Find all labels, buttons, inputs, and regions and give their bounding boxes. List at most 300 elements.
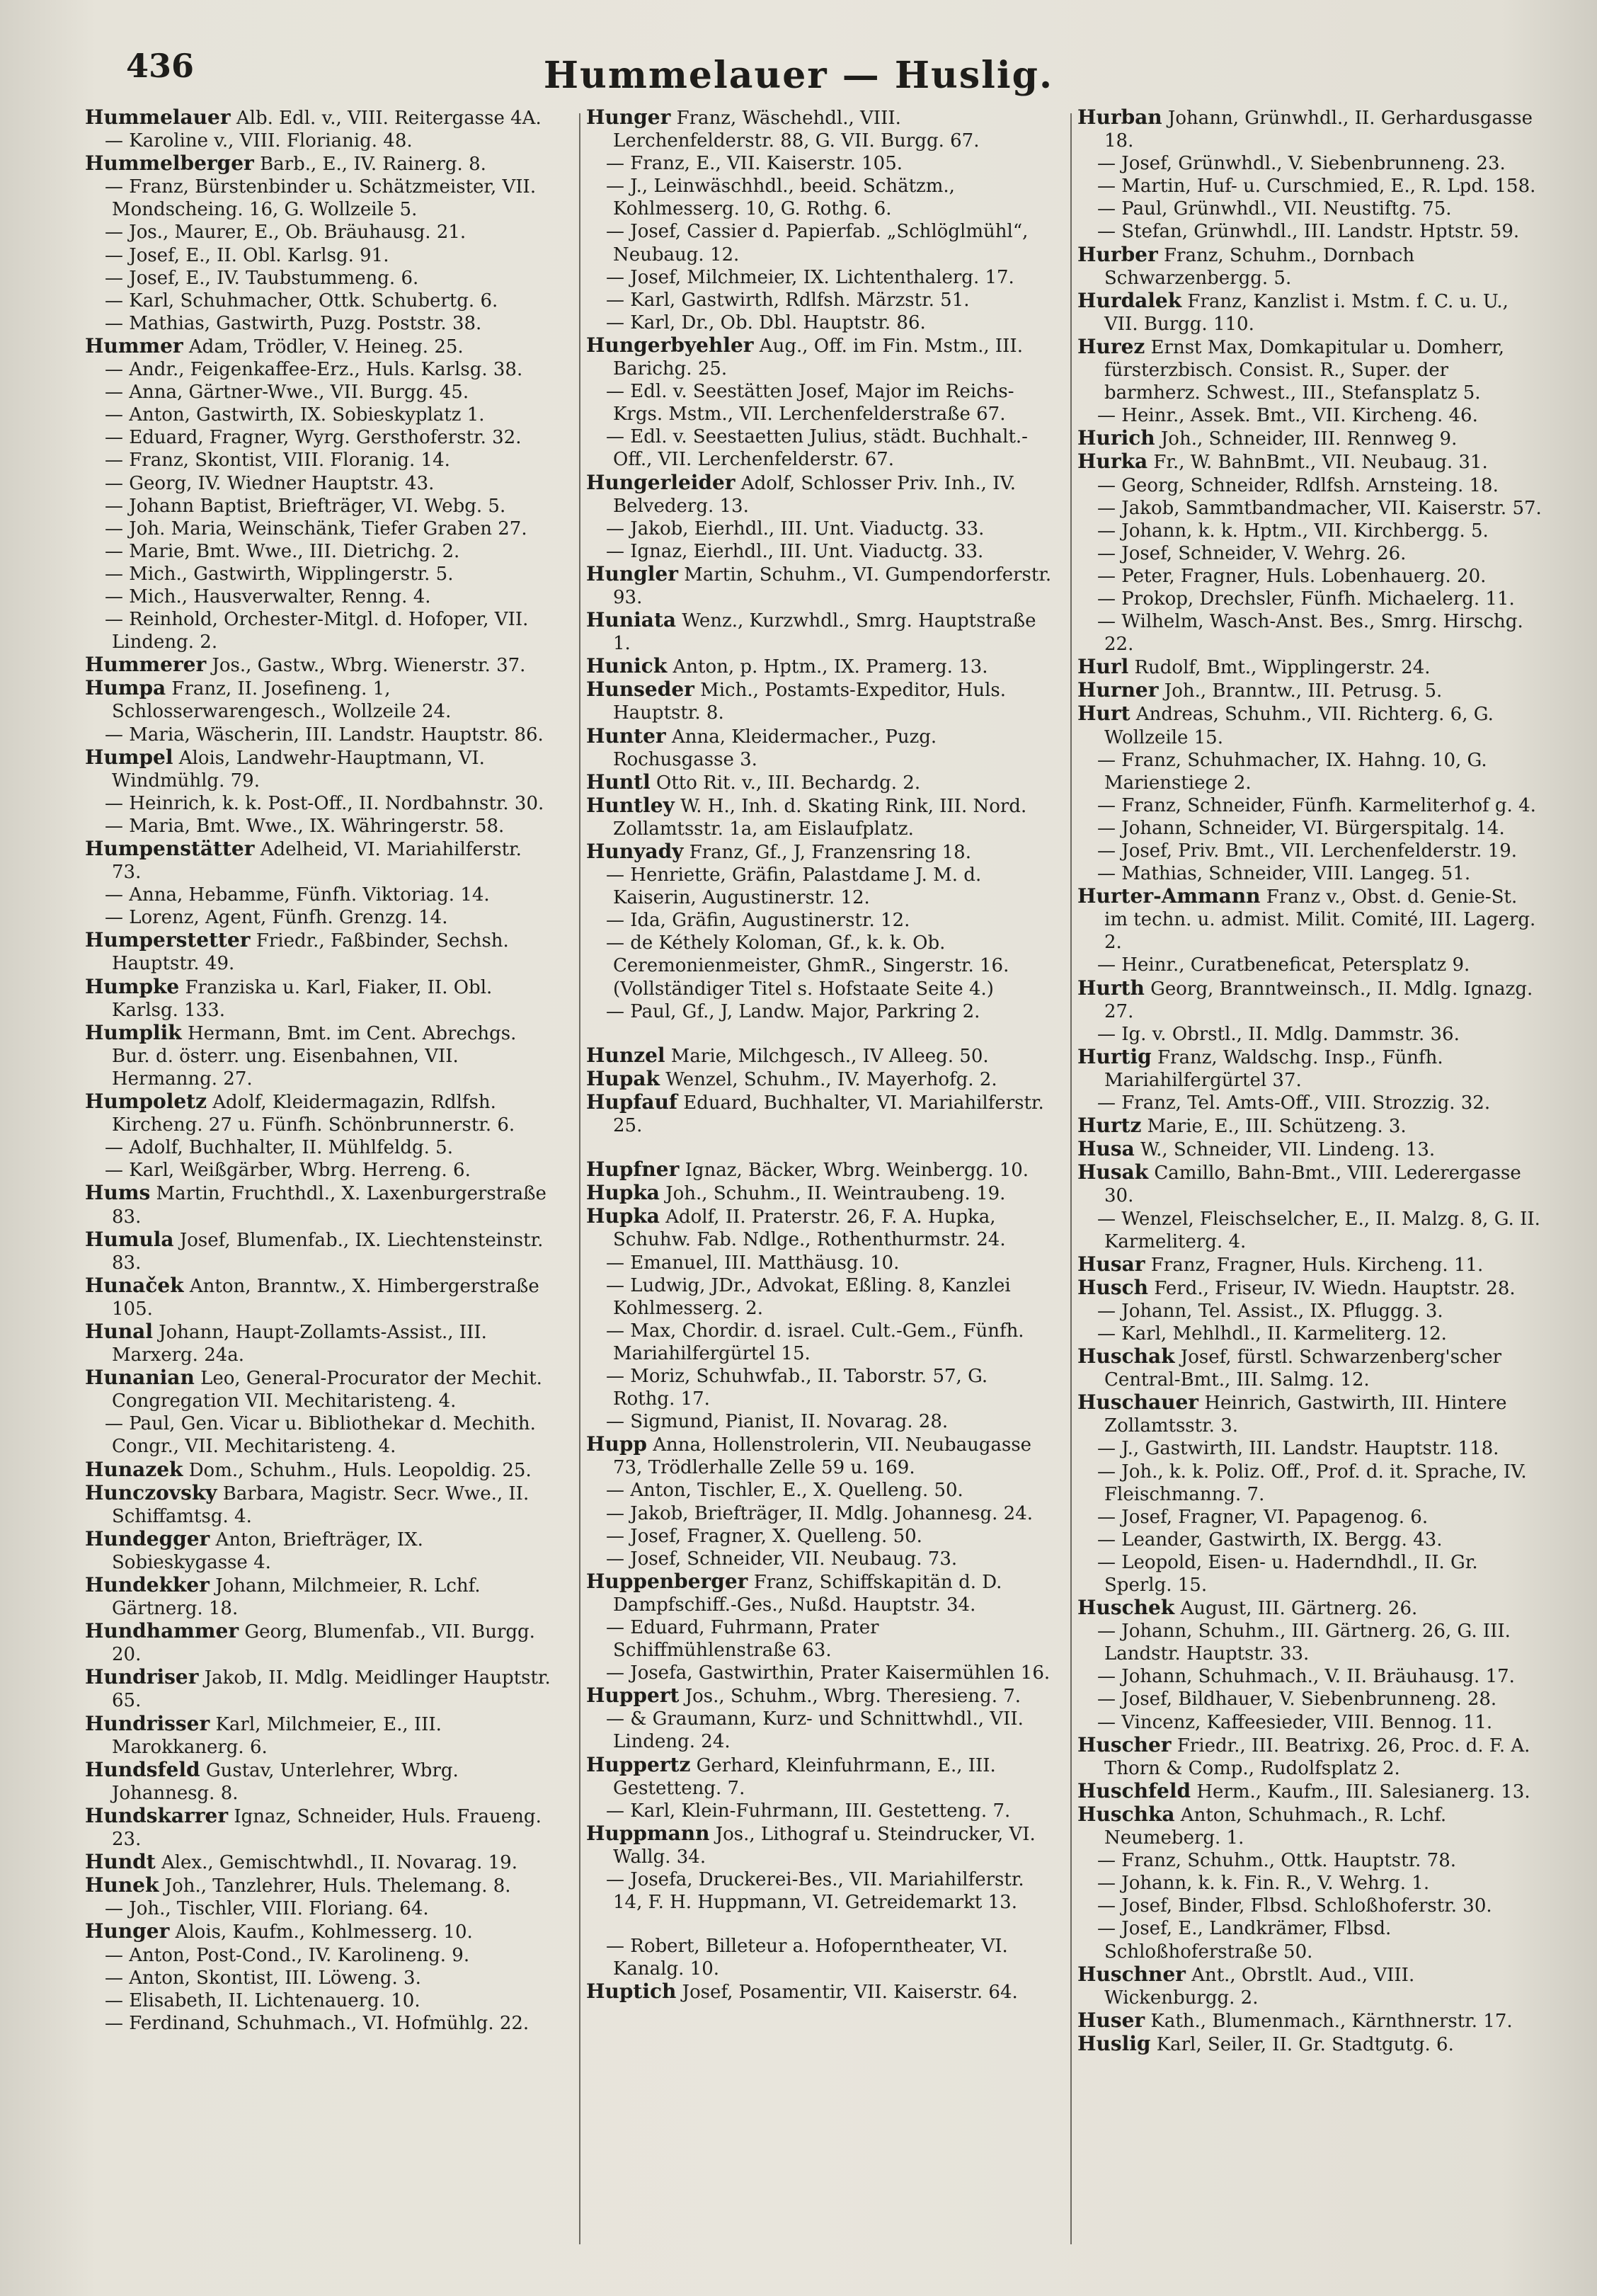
directory-entry [1077, 1506, 1545, 1529]
entry-text: — Josef, Milchmeier, IX. Lichtenthalerg. 17. [606, 266, 1014, 288]
directory-entry [85, 244, 552, 267]
directory-entry [85, 1320, 552, 1366]
entry-text: Dom., Schuhm., Huls. Leopoldig. 25. [183, 1459, 532, 1481]
entry-text: Karl, Milchmeier, E., III. Marokkanerg. 6. [112, 1713, 442, 1758]
directory-entry [85, 586, 552, 608]
entry-text: Alb. Edl. v., VIII. Reitergasse 4A. [230, 108, 542, 129]
directory-entry [1077, 2033, 1545, 2056]
directory-entry [1077, 1461, 1545, 1506]
entry-text: Rudolf, Bmt., Wipplingerstr. 24. [1128, 657, 1431, 679]
entry-text: — Sigmund, Pianist, II. Novarag. 28. [606, 1411, 949, 1433]
entry-surname: Huschauer [1077, 1391, 1199, 1415]
directory-entry [85, 724, 552, 746]
column-divider [579, 113, 580, 2244]
entry-surname: Hupka [586, 1182, 660, 1205]
directory-entry [1077, 1872, 1545, 1895]
directory-entry [586, 1044, 1053, 1068]
directory-entry [1077, 817, 1545, 840]
entry-text: — Johann, Schuhm., III. Gärtnerg. 26, G. III. Landstr. Hauptstr. 33. [1097, 1621, 1511, 1665]
entry-text: Johann, Grünwhdl., II. Gerhardusgasse 18. [1104, 108, 1533, 152]
directory-entry [586, 563, 1053, 609]
directory-entry [85, 677, 552, 723]
entry-text: Friedr., III. Beatrixg. 26, Proc. d. F. A. Thorn & Comp., Rudolfsplatz 2. [1104, 1735, 1530, 1779]
entry-surname: Hurez [1077, 335, 1145, 358]
directory-entry [85, 1412, 552, 1458]
entry-text: — Josef, Cassier d. Papierfab. „Schlöglmühl“, Neubaug. 12. [606, 221, 1029, 265]
directory-entry [1077, 565, 1545, 588]
entry-text: Adolf, Schlosser Priv. Inh., IV. Belvederg. 13. [613, 472, 1016, 517]
directory-entry [1077, 106, 1545, 152]
entry-surname: Hunyady [586, 840, 684, 863]
directory-entry [1077, 1620, 1545, 1665]
entry-surname: Hupfauf [586, 1090, 677, 1114]
directory-entry [1077, 1734, 1545, 1780]
directory-entry [1077, 862, 1545, 885]
entry-surname: Huptich [586, 1980, 677, 2004]
directory-entry [1077, 954, 1545, 976]
entry-surname: Hundhammer [85, 1620, 239, 1643]
directory-entry [586, 1616, 1053, 1662]
entry-surname: Huniata [586, 609, 677, 632]
entry-text: Eduard, Buchhalter, VI. Mariahilferstr. 25. [613, 1092, 1044, 1137]
entry-surname: Huppert [586, 1684, 680, 1708]
entry-text: Franz, Gf., J, Franzensring 18. [683, 842, 971, 863]
directory-entry [586, 725, 1053, 771]
entry-surname: Hummer [85, 334, 183, 358]
entry-text: — Josef, E., II. Obl. Karlsg. 91. [105, 244, 389, 266]
directory-entry [85, 746, 552, 792]
entry-text: — Prokop, Drechsler, Fünfh. Michaelerg. 11. [1097, 588, 1515, 610]
directory-entry [85, 1620, 552, 1666]
entry-text: Josef, fürstl. Schwarzenberg'scher Central-Bmt., III. Salmg. 12. [1104, 1347, 1502, 1391]
entry-text: — Johann, k. k. Fin. R., V. Wehrg. 1. [1097, 1873, 1430, 1895]
entry-text: — Reinhold, Orchester-Mitgl. d. Hofoper, VII. Lindeng. 2. [105, 609, 529, 653]
directory-entry [586, 152, 1053, 175]
entry-text: Josef, Blumenfab., IX. Liechtensteinstr. 83. [112, 1229, 544, 1274]
entry-text: Camillo, Bahn-Bmt., VIII. Lederergasse 30. [1104, 1163, 1521, 1207]
directory-entry [1077, 1345, 1545, 1391]
entry-text: — Jakob, Eierhdl., III. Unt. Viaductg. 33. [606, 518, 985, 539]
entry-surname: Huser [1077, 2009, 1145, 2032]
entry-text: — Wenzel, Fleischselcher, E., II. Malzg. 8, G. II. Karmeliterg. 4. [1097, 1208, 1540, 1252]
entry-surname: Hurtz [1077, 1114, 1142, 1138]
entry-text: Anton, Briefträger, IX. Sobieskygasse 4. [112, 1529, 423, 1573]
entry-text: Gerhard, Kleinfuhrmann, E., III. Gestetteng. 7. [613, 1754, 996, 1799]
directory-entry [85, 540, 552, 563]
directory-entry [586, 518, 1053, 540]
directory-entry [85, 221, 552, 244]
entry-text: Franz v., Obst. d. Genie-St. im techn. u. admist. Milit. Comité, III. Lagerg. 2. [1104, 886, 1536, 954]
entry-surname: Huntley [586, 794, 675, 817]
directory-entry [586, 380, 1053, 425]
entry-text: Ernst Max, Domkapitular u. Domherr, fürsterzbisch. Consist. R., Super. der barmherz. Schwest., III., Stefansplatz 5. [1104, 336, 1504, 404]
directory-entry [586, 794, 1053, 840]
directory-entry [1077, 175, 1545, 198]
entry-text: — Franz, E., VII. Kaiserstr. 105. [606, 153, 903, 175]
directory-entry [85, 312, 552, 335]
directory-entry [1077, 1114, 1545, 1138]
entry-text: — Johann, Tel. Assist., IX. Pfluggg. 3. [1097, 1300, 1443, 1322]
directory-entry [1077, 1437, 1545, 1460]
entry-surname: Husak [1077, 1161, 1149, 1184]
entry-surname: Huschka [1077, 1803, 1175, 1826]
directory-entry [1077, 427, 1545, 450]
entry-surname: Humula [85, 1228, 174, 1251]
directory-entry [1077, 450, 1545, 474]
entry-text: Adolf, II. Praterstr. 26, F. A. Hupka, Schuhw. Fab. Ndlge., Rothenthurmstr. 24. [613, 1206, 1006, 1251]
entry-text: Franz, II. Josefineng. 1, Schlosserwarengesch., Wollzeile 24. [112, 678, 452, 723]
directory-entry [586, 932, 1053, 1000]
entry-text: — Stefan, Grünwhdl., III. Landstr. Hptstr. 59. [1097, 221, 1520, 243]
directory-entry [586, 266, 1053, 289]
entry-surname: Hungerleider [586, 471, 735, 494]
entry-gap [586, 1914, 1053, 1935]
column-divider [1070, 113, 1072, 2244]
directory-entry [1077, 794, 1545, 817]
entry-text: — Franz, Skontist, VIII. Floranig. 14. [105, 450, 450, 472]
directory-entry [586, 1708, 1053, 1753]
entry-text: — Peter, Fragner, Huls. Lobenhauerg. 20. [1097, 565, 1487, 587]
directory-entry [85, 290, 552, 312]
directory-entry [85, 1182, 552, 1228]
directory-entry [1077, 885, 1545, 954]
entry-surname: Hurka [1077, 450, 1148, 474]
directory-entry [586, 1365, 1053, 1410]
directory-entry [85, 1666, 552, 1712]
entry-text: Johann, Milchmeier, R. Lchf. Gärtnerg. 18. [112, 1575, 481, 1620]
entry-surname: Hums [85, 1182, 151, 1205]
directory-entry [586, 1548, 1053, 1570]
entry-text: Martin, Fruchthdl., X. Laxenburgerstraße 83. [112, 1183, 546, 1228]
directory-entry [1077, 1023, 1545, 1046]
entry-text: — Karl, Schuhmacher, Ottk. Schubertg. 6. [105, 290, 498, 312]
directory-entry [85, 2012, 552, 2035]
directory-entry [586, 1410, 1053, 1433]
entry-text: — Mathias, Gastwirth, Puzg. Poststr. 38. [105, 312, 482, 334]
entry-surname: Hundskarrer [85, 1804, 229, 1827]
directory-entry [85, 518, 552, 540]
directory-entry [586, 1433, 1053, 1479]
entry-text: Joh., Branntw., III. Petrusg. 5. [1158, 680, 1443, 702]
entry-text: W., Schneider, VII. Lindeng. 13. [1134, 1139, 1436, 1161]
directory-entry [1077, 588, 1545, 610]
entry-text: — Karl, Weißgärber, Wbrg. Herreng. 6. [105, 1160, 471, 1182]
column-2 [586, 106, 1053, 2258]
entry-text: — Maria, Bmt. Wwe., IX. Währingerstr. 58. [105, 815, 505, 837]
directory-entry [1077, 1688, 1545, 1710]
entry-text: — Karoline v., VIII. Florianig. 48. [105, 130, 413, 152]
directory-entry [1077, 1665, 1545, 1688]
directory-entry [586, 1684, 1053, 1708]
directory-entry [85, 449, 552, 472]
entry-text: Franz, Fragner, Huls. Kircheng. 11. [1145, 1254, 1484, 1276]
entry-surname: Hundsfeld [85, 1758, 200, 1781]
directory-entry [1077, 1391, 1545, 1437]
entry-surname: Hupka [586, 1205, 660, 1228]
entry-text: — Ignaz, Eierhdl., III. Unt. Viaductg. 33. [606, 540, 984, 562]
directory-entry [1077, 336, 1545, 404]
entry-text: — Georg, IV. Wiedner Hauptstr. 43. [105, 472, 435, 494]
entry-text: Anna, Kleidermacher., Puzg. Rochusgasse 3. [613, 726, 937, 770]
entry-text: — Anton, Post-Cond., IV. Karolineng. 9. [105, 1944, 470, 1966]
entry-text: Hermann, Bmt. im Cent. Abrechgs. Bur. d. österr. ung. Eisenbahnen, VII. Hermanng. 27. [112, 1022, 517, 1090]
entry-surname: Hummelauer [85, 106, 231, 129]
directory-entry [85, 929, 552, 975]
entry-text: — Josef, E., IV. Taubstummeng. 6. [105, 267, 419, 289]
directory-entry [1077, 1529, 1545, 1551]
entry-surname: Hurdalek [1077, 289, 1182, 312]
directory-entry [1077, 404, 1545, 427]
page-number: 436 [126, 47, 195, 85]
entry-surname: Huslig [1077, 2032, 1151, 2055]
entry-text: Herm., Kaufm., III. Salesianerg. 13. [1191, 1781, 1530, 1803]
entry-surname: Huschek [1077, 1597, 1175, 1620]
directory-entry [1077, 1780, 1545, 1803]
entry-text: — J., Gastwirth, III. Landstr. Hauptstr. 118. [1097, 1438, 1499, 1460]
directory-entry [586, 1205, 1053, 1251]
entry-text: — Paul, Grünwhdl., VII. Neustiftg. 75. [1097, 198, 1452, 220]
directory-entry [85, 358, 552, 381]
entry-text: Gustav, Unterlehrer, Wbrg. Johannesg. 8. [112, 1759, 459, 1804]
entry-surname: Hunseder [586, 678, 694, 702]
directory-entry [1077, 1092, 1545, 1114]
entry-text: — Franz, Schuhmacher, IX. Hahng. 10, G. Marienstiege 2. [1097, 749, 1487, 794]
directory-entry [85, 976, 552, 1022]
directory-entry [586, 220, 1053, 265]
entry-text: — Josef, Binder, Flbsd. Schloßhoferstr. 30. [1097, 1895, 1492, 1917]
entry-text: — Mich., Gastwirth, Wipplingerstr. 5. [105, 563, 454, 585]
directory-entry [586, 909, 1053, 932]
entry-text: — Adolf, Buchhalter, II. Mühlfeldg. 5. [105, 1137, 453, 1159]
directory-entry [586, 1935, 1053, 1980]
entry-text: — Jos., Maurer, E., Ob. Bräuhausg. 21. [105, 222, 466, 244]
entry-text: Leo, General-Procurator der Mechit. Congregation VII. Mechitaristeng. 4. [112, 1368, 542, 1412]
entry-text: — Vincenz, Kaffeesieder, VIII. Bennog. 11. [1097, 1711, 1493, 1733]
entry-text: — Elisabeth, II. Lichtenauerg. 10. [105, 1989, 420, 2011]
entry-text: — Josef, Fragner, VI. Papagenog. 6. [1097, 1506, 1429, 1528]
entry-surname: Hunek [85, 1874, 159, 1897]
directory-entry [1077, 1208, 1545, 1253]
entry-text: — Edl. v. Seestätten Josef, Major im Reichs-Krgs. Mstm., VII. Lerchenfelderstraße 67. [606, 381, 1014, 425]
directory-entry [586, 1662, 1053, 1684]
directory-entry [85, 404, 552, 426]
entry-surname: Humpel [85, 746, 173, 769]
entry-surname: Humpke [85, 975, 180, 998]
entry-text: — Josef, Bildhauer, V. Siebenbrunneng. 28. [1097, 1689, 1497, 1710]
directory-entry [586, 1822, 1053, 1868]
entry-text: — Franz, Bürstenbinder u. Schätzmeister, VII. Mondscheing. 16, G. Wollzeile 5. [105, 176, 537, 221]
directory-entry [1077, 1551, 1545, 1597]
entry-text: — Robert, Billeteur a. Hofoperntheater, VI. Kanalg. 10. [606, 1936, 1008, 1980]
entry-text: — Karl, Klein-Fuhrmann, III. Gestetteng. 7. [606, 1800, 1011, 1822]
entry-text: Karl, Seiler, II. Gr. Stadtgutg. 6. [1150, 2033, 1454, 2055]
entry-surname: Huppmann [586, 1822, 710, 1845]
entry-text: — Wilhelm, Wasch-Anst. Bes., Smrg. Hirschg. 22. [1097, 611, 1523, 656]
directory-entry [1077, 198, 1545, 220]
directory-entry [586, 1868, 1053, 1914]
entry-text: — Eduard, Fragner, Wyrg. Gersthoferstr. 32. [105, 427, 522, 449]
entry-text: Georg, Branntweinsch., II. Mdlg. Ignazg. 27. [1104, 978, 1533, 1022]
entry-text: — Leander, Gastwirth, IX. Bergg. 43. [1097, 1529, 1443, 1550]
directory-entry [85, 1228, 552, 1274]
entry-surname: Hundriser [85, 1666, 199, 1689]
entry-text: — Heinr., Assek. Bmt., VII. Kircheng. 46. [1097, 405, 1478, 427]
entry-surname: Hunazek [85, 1458, 183, 1481]
directory-entry [1077, 702, 1545, 748]
entry-text: — Leopold, Eisen- u. Haderndhdl., II. Gr. Sperlg. 15. [1097, 1551, 1478, 1596]
entry-surname: Hummelberger [85, 152, 254, 176]
entry-text: Franz, Waldschg. Insp., Fünfh. Mariahilfergürtel 37. [1104, 1046, 1443, 1091]
directory-entry [586, 1158, 1053, 1182]
entry-text: Martin, Schuhm., VI. Gumpendorferstr. 93. [613, 564, 1052, 608]
entry-text: — Martin, Huf- u. Curschmied, E., R. Lpd. 158. [1097, 176, 1536, 198]
directory-entry [586, 540, 1053, 563]
entry-surname: Hupp [586, 1433, 647, 1456]
directory-entry [1077, 497, 1545, 520]
entry-text: — Mich., Hausverwalter, Renng. 4. [105, 586, 431, 607]
entry-text: Jos., Lithograf u. Steindrucker, VI. Wallg. 34. [613, 1823, 1036, 1868]
directory-entry [1077, 290, 1545, 336]
entry-text: — Ludwig, JDr., Advokat, Eßling. 8, Kanzlei Kohlmesserg. 2. [606, 1274, 1011, 1319]
entry-text: — Henriette, Gräfin, Palastdame J. M. d. Kaiserin, Augustinerstr. 12. [606, 864, 982, 909]
entry-text: Otto Rit. v., III. Bechardg. 2. [650, 772, 921, 794]
entry-gap [586, 1137, 1053, 1158]
entry-surname: Hunal [85, 1320, 153, 1343]
entry-surname: Hundegger [85, 1527, 210, 1550]
entry-gap [586, 1023, 1053, 1044]
directory-entry [1077, 749, 1545, 794]
directory-entry [1077, 220, 1545, 243]
directory-entry [586, 1800, 1053, 1822]
directory-entry [85, 495, 552, 518]
entry-text: Ignaz, Schneider, Huls. Fraueng. 23. [112, 1805, 542, 1851]
entry-surname: Huschfeld [1077, 1779, 1191, 1803]
entry-surname: Humpenstätter [85, 838, 255, 860]
entry-text: — Eduard, Fuhrmann, Prater Schiffmühlenstraße 63. [606, 1617, 879, 1662]
entry-surname: Hupak [586, 1067, 660, 1090]
entry-text: — Josef, Fragner, X. Quelleng. 50. [606, 1525, 922, 1547]
directory-entry [1077, 1300, 1545, 1323]
entry-surname: Huppertz [586, 1753, 691, 1776]
directory-entry [1077, 679, 1545, 702]
directory-entry [586, 1274, 1053, 1320]
entry-surname: Huppenberger [586, 1570, 748, 1593]
entry-text: — J., Leinwäschhdl., beeid. Schätzm., Kohlmesserg. 10, G. Rothg. 6. [606, 176, 955, 220]
directory-entry [85, 792, 552, 815]
directory-entry [1077, 152, 1545, 175]
entry-surname: Hurl [1077, 656, 1129, 679]
entry-surname: Huscher [1077, 1733, 1172, 1757]
entry-text: — Josef, Grünwhdl., V. Siebenbrunneng. 23. [1097, 153, 1506, 175]
entry-surname: Hunger [586, 106, 671, 129]
directory-entry [1077, 1253, 1545, 1276]
entry-surname: Husch [1077, 1276, 1148, 1299]
directory-entry [586, 1182, 1053, 1205]
entry-surname: Hurich [1077, 427, 1155, 450]
directory-entry [85, 1136, 552, 1159]
entry-surname: Hunter [586, 724, 666, 748]
directory-entry [85, 1482, 552, 1528]
entry-surname: Hungler [586, 562, 678, 586]
directory-entry [586, 609, 1053, 655]
directory-entry [1077, 1597, 1545, 1620]
entry-text: — Heinrich, k. k. Post-Off., II. Nordbahnstr. 30. [105, 792, 544, 814]
entry-text: — Joh., Tischler, VIII. Floriang. 64. [105, 1898, 429, 1920]
directory-entry [85, 1022, 552, 1090]
entry-surname: Hurner [1077, 679, 1159, 702]
entry-text: — Johann, Schneider, VI. Bürgerspitalg. 14. [1097, 817, 1505, 839]
entry-text: — Ferdinand, Schuhmach., VI. Hofmühlg. 22. [105, 2012, 530, 2034]
directory-entry [85, 1274, 552, 1320]
directory-entry [85, 152, 552, 176]
entry-text: — Andr., Feigenkaffee-Erz., Huls. Karlsg. 38. [105, 359, 523, 381]
entry-text: Georg, Blumenfab., VII. Burgg. 20. [112, 1621, 535, 1666]
column-3 [1077, 106, 1545, 2258]
entry-surname: Humpoletz [85, 1090, 207, 1114]
entry-text: Franziska u. Karl, Fiaker, II. Obl. Karlsg. 133. [112, 976, 493, 1021]
directory-entry [85, 884, 552, 906]
entry-text: Joh., Schneider, III. Rennweg 9. [1155, 428, 1458, 450]
directory-entry [586, 334, 1053, 380]
entry-text: Franz, Schuhm., Dornbach Schwarzenbergg. 5. [1104, 244, 1415, 289]
directory-entry [85, 1090, 552, 1136]
entry-surname: Hurtig [1077, 1045, 1152, 1068]
directory-entry [1077, 1895, 1545, 1917]
entry-text: — Karl, Dr., Ob. Dbl. Hauptstr. 86. [606, 312, 926, 333]
directory-entry [85, 1989, 552, 2012]
entry-text: — Marie, Bmt. Wwe., III. Dietrichg. 2. [105, 540, 460, 562]
directory-entry [1077, 1803, 1545, 1849]
entry-surname: Hurber [1077, 243, 1158, 266]
entry-surname: Hunger [85, 1920, 170, 1943]
entry-text: Anton, Schuhmach., R. Lchf. Neumeberg. 1. [1104, 1804, 1447, 1849]
directory-entry [586, 1252, 1053, 1274]
directory-entry [586, 840, 1053, 864]
directory-entry [85, 815, 552, 838]
entry-text: — Maria, Wäscherin, III. Landstr. Hauptstr. 86. [105, 724, 544, 746]
directory-entry [586, 1980, 1053, 2004]
entry-text: Wenzel, Schuhm., IV. Mayerhofg. 2. [659, 1068, 997, 1090]
directory-entry [85, 130, 552, 152]
entry-text: Jakob, II. Mdlg. Meidlinger Hauptstr. 65. [112, 1667, 551, 1712]
entry-text: — Paul, Gf., J, Landw. Major, Parkring 2. [606, 1000, 980, 1022]
directory-entry [85, 106, 552, 130]
directory-entry [85, 563, 552, 586]
entry-surname: Hundekker [85, 1574, 210, 1597]
entry-text: Fr., W. BahnBmt., VII. Neubaug. 31. [1147, 452, 1488, 474]
directory-entry [1077, 1323, 1545, 1345]
entry-text: — Mathias, Schneider, VIII. Langeg. 51. [1097, 863, 1471, 885]
directory-entry [85, 1805, 552, 1851]
entry-text: Alois, Landwehr-Hauptmann, VI. Windmühlg. 79. [112, 747, 485, 792]
entry-text: — Josefa, Gastwirthin, Prater Kaisermühlen 16. [606, 1662, 1051, 1684]
directory-entry [1077, 520, 1545, 542]
directory-entry [586, 1320, 1053, 1365]
entry-surname: Hurban [1077, 106, 1162, 129]
directory-entry [586, 1479, 1053, 1502]
entry-text: — Karl, Gastwirth, Rdlfsh. Märzstr. 51. [606, 289, 970, 311]
entry-text: — Jakob, Sammtbandmacher, VII. Kaiserstr. 57. [1097, 497, 1542, 519]
running-head: Hummelauer — Huslig. [543, 54, 1054, 97]
directory-entry [586, 1000, 1053, 1023]
directory-entry [586, 1068, 1053, 1091]
directory-entry [586, 1754, 1053, 1800]
entry-surname: Hunczovsky [85, 1481, 217, 1504]
entry-text: Andreas, Schuhm., VII. Richterg. 6, G. Wollzeile 15. [1104, 704, 1494, 748]
directory-entry [85, 1458, 552, 1482]
directory-entry [586, 1502, 1053, 1525]
entry-text: — Lorenz, Agent, Fünfh. Grenzg. 14. [105, 907, 448, 929]
